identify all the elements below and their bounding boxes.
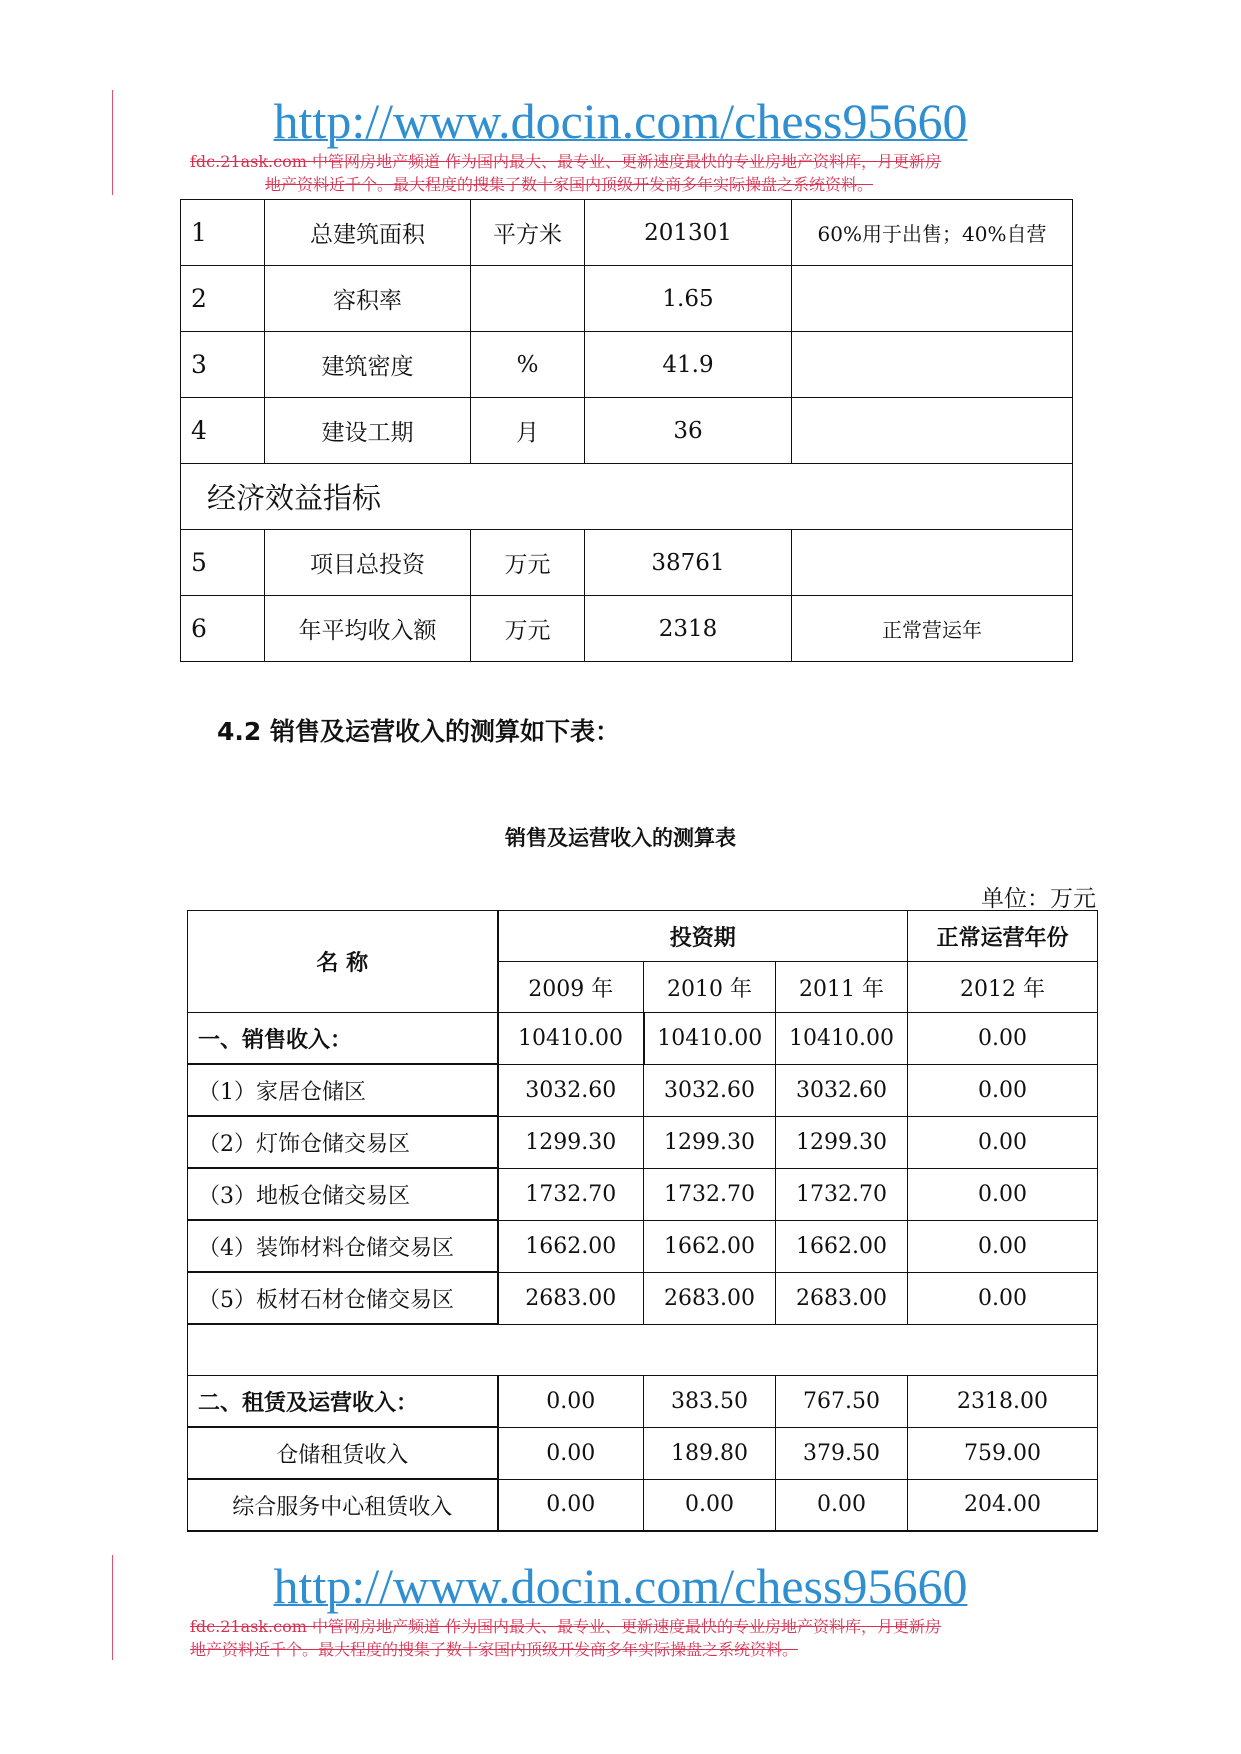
table-row — [188, 1013, 1098, 1065]
normal-year-header: 正常运营年份 — [908, 911, 1098, 962]
year-header: 2011 年 — [776, 962, 908, 1013]
cell-value: 0.00 — [908, 1116, 1098, 1168]
header-row — [188, 911, 1098, 962]
watermark-text-bottom-1: fdc.21ask.com 中管网房地产频道 作为国内最大、最专业、更新速度最快的专业房地产资料库，月更新房 — [190, 1617, 942, 1636]
cell-value: 2683.00 — [776, 1272, 908, 1324]
table-row — [181, 332, 1073, 398]
table-row — [188, 1272, 1098, 1324]
cell-value: 3032.60 — [776, 1064, 908, 1116]
indicator-value: 41.9 — [585, 332, 792, 398]
cell-value: 379.50 — [776, 1427, 908, 1479]
watermark-text-top-1: fdc.21ask.com 中管网房地产频道 作为国内最大、最专业、更新速度最快的专业房地产资料库，月更新房 — [190, 152, 942, 171]
indicator-name: 容积率 — [265, 266, 471, 332]
indicator-name: 建设工期 — [265, 398, 471, 464]
watermark-text-bottom-2: 地产资料近千个。最大程度的搜集了数十家国内顶级开发商多年实际操盘之系统资料。 — [190, 1640, 799, 1659]
cell-value: 0.00 — [908, 1064, 1098, 1116]
cell-value: 189.80 — [644, 1427, 776, 1479]
cell-value: 2318.00 — [908, 1376, 1098, 1428]
invest-period-header: 投资期 — [498, 911, 908, 962]
row-label: 仓储租赁收入 — [188, 1427, 498, 1479]
year-header: 2010 年 — [644, 962, 776, 1013]
empty-cell — [188, 1324, 1098, 1376]
cell-value: 2683.00 — [498, 1272, 644, 1324]
cell-value: 767.50 — [776, 1376, 908, 1428]
table-row — [181, 596, 1073, 662]
row-number: 5 — [181, 530, 265, 596]
section-row — [181, 464, 1073, 530]
cell-value: 1732.70 — [498, 1168, 644, 1220]
cell-value: 10410.00 — [498, 1013, 644, 1065]
indicator-note: 正常营运年 — [792, 596, 1073, 662]
indicator-unit: 平方米 — [471, 200, 585, 266]
table-title: 销售及运营收入的测算表 — [505, 826, 736, 850]
row-number: 2 — [181, 266, 265, 332]
row-label: （1）家居仓储区 — [188, 1064, 498, 1116]
cell-value: 1662.00 — [644, 1220, 776, 1272]
row-label: （5）板材石材仓储交易区 — [188, 1272, 498, 1324]
table-row — [188, 1168, 1098, 1220]
cell-value: 0.00 — [776, 1479, 908, 1531]
indicator-name: 项目总投资 — [265, 530, 471, 596]
empty-row — [188, 1324, 1098, 1376]
row-number: 3 — [181, 332, 265, 398]
table-row — [181, 398, 1073, 464]
indicator-name: 年平均收入额 — [265, 596, 471, 662]
row-label: 综合服务中心租赁收入 — [188, 1479, 498, 1531]
cell-value: 759.00 — [908, 1427, 1098, 1479]
table-row — [181, 200, 1073, 266]
cell-value: 1299.30 — [644, 1116, 776, 1168]
indicator-value: 201301 — [585, 200, 792, 266]
cell-value: 1732.70 — [644, 1168, 776, 1220]
watermark-url-bottom[interactable]: http://www.docin.com/chess95660 — [273, 1558, 968, 1614]
cell-value: 204.00 — [908, 1479, 1098, 1531]
table-row — [188, 1376, 1098, 1428]
cell-value: 3032.60 — [644, 1064, 776, 1116]
table-row — [188, 1116, 1098, 1168]
cell-value: 0.00 — [644, 1479, 776, 1531]
cell-value: 0.00 — [908, 1168, 1098, 1220]
indicator-name: 建筑密度 — [265, 332, 471, 398]
row-label: （3）地板仓储交易区 — [188, 1168, 498, 1220]
indicator-unit: 万元 — [471, 530, 585, 596]
cell-value: 1299.30 — [776, 1116, 908, 1168]
name-header: 名 称 — [188, 911, 498, 1013]
row-number: 6 — [181, 596, 265, 662]
year-header: 2009 年 — [498, 962, 644, 1013]
indicator-value: 2318 — [585, 596, 792, 662]
table-row — [188, 1220, 1098, 1272]
row-label: （4）装饰材料仓储交易区 — [188, 1220, 498, 1272]
indicator-note — [792, 266, 1073, 332]
indicator-value: 36 — [585, 398, 792, 464]
indicator-note — [792, 530, 1073, 596]
cell-value: 0.00 — [498, 1479, 644, 1531]
section-title: 经济效益指标 — [181, 464, 1073, 530]
year-header: 2012 年 — [908, 962, 1098, 1013]
section-heading: 4.2 销售及运营收入的测算如下表： — [217, 717, 620, 746]
indicator-table — [180, 199, 1073, 662]
revenue-table — [187, 910, 1098, 1532]
cell-value: 1299.30 — [498, 1116, 644, 1168]
indicator-unit — [471, 266, 585, 332]
table-row — [188, 1064, 1098, 1116]
indicator-note — [792, 398, 1073, 464]
row-label: 一、销售收入： — [188, 1013, 498, 1065]
cell-value: 0.00 — [908, 1220, 1098, 1272]
unit-label: 单位：万元 — [981, 886, 1096, 912]
row-number: 4 — [181, 398, 265, 464]
watermark-url-top[interactable]: http://www.docin.com/chess95660 — [273, 93, 968, 149]
cell-value: 0.00 — [908, 1013, 1098, 1065]
indicator-value: 38761 — [585, 530, 792, 596]
table-row — [188, 1479, 1098, 1531]
indicator-name: 总建筑面积 — [265, 200, 471, 266]
cell-value: 10410.00 — [644, 1013, 776, 1065]
indicator-note: 60%用于出售；40%自营 — [792, 200, 1073, 266]
cell-value: 2683.00 — [644, 1272, 776, 1324]
row-label: 二、租赁及运营收入： — [188, 1376, 498, 1428]
indicator-unit: 万元 — [471, 596, 585, 662]
row-label: （2）灯饰仓储交易区 — [188, 1116, 498, 1168]
cell-value: 3032.60 — [498, 1064, 644, 1116]
table-row — [181, 530, 1073, 596]
table-row — [181, 266, 1073, 332]
indicator-unit: % — [471, 332, 585, 398]
cell-value: 383.50 — [644, 1376, 776, 1428]
cell-value: 0.00 — [498, 1376, 644, 1428]
indicator-value: 1.65 — [585, 266, 792, 332]
row-number: 1 — [181, 200, 265, 266]
indicator-unit: 月 — [471, 398, 585, 464]
cell-value: 1662.00 — [776, 1220, 908, 1272]
cell-value: 1662.00 — [498, 1220, 644, 1272]
watermark-text-top-2: 地产资料近千个。最大程度的搜集了数十家国内顶级开发商多年实际操盘之系统资料。 — [265, 175, 874, 194]
cell-value: 0.00 — [498, 1427, 644, 1479]
indicator-note — [792, 332, 1073, 398]
cell-value: 10410.00 — [776, 1013, 908, 1065]
cell-value: 1732.70 — [776, 1168, 908, 1220]
table-row — [188, 1427, 1098, 1479]
cell-value: 0.00 — [908, 1272, 1098, 1324]
